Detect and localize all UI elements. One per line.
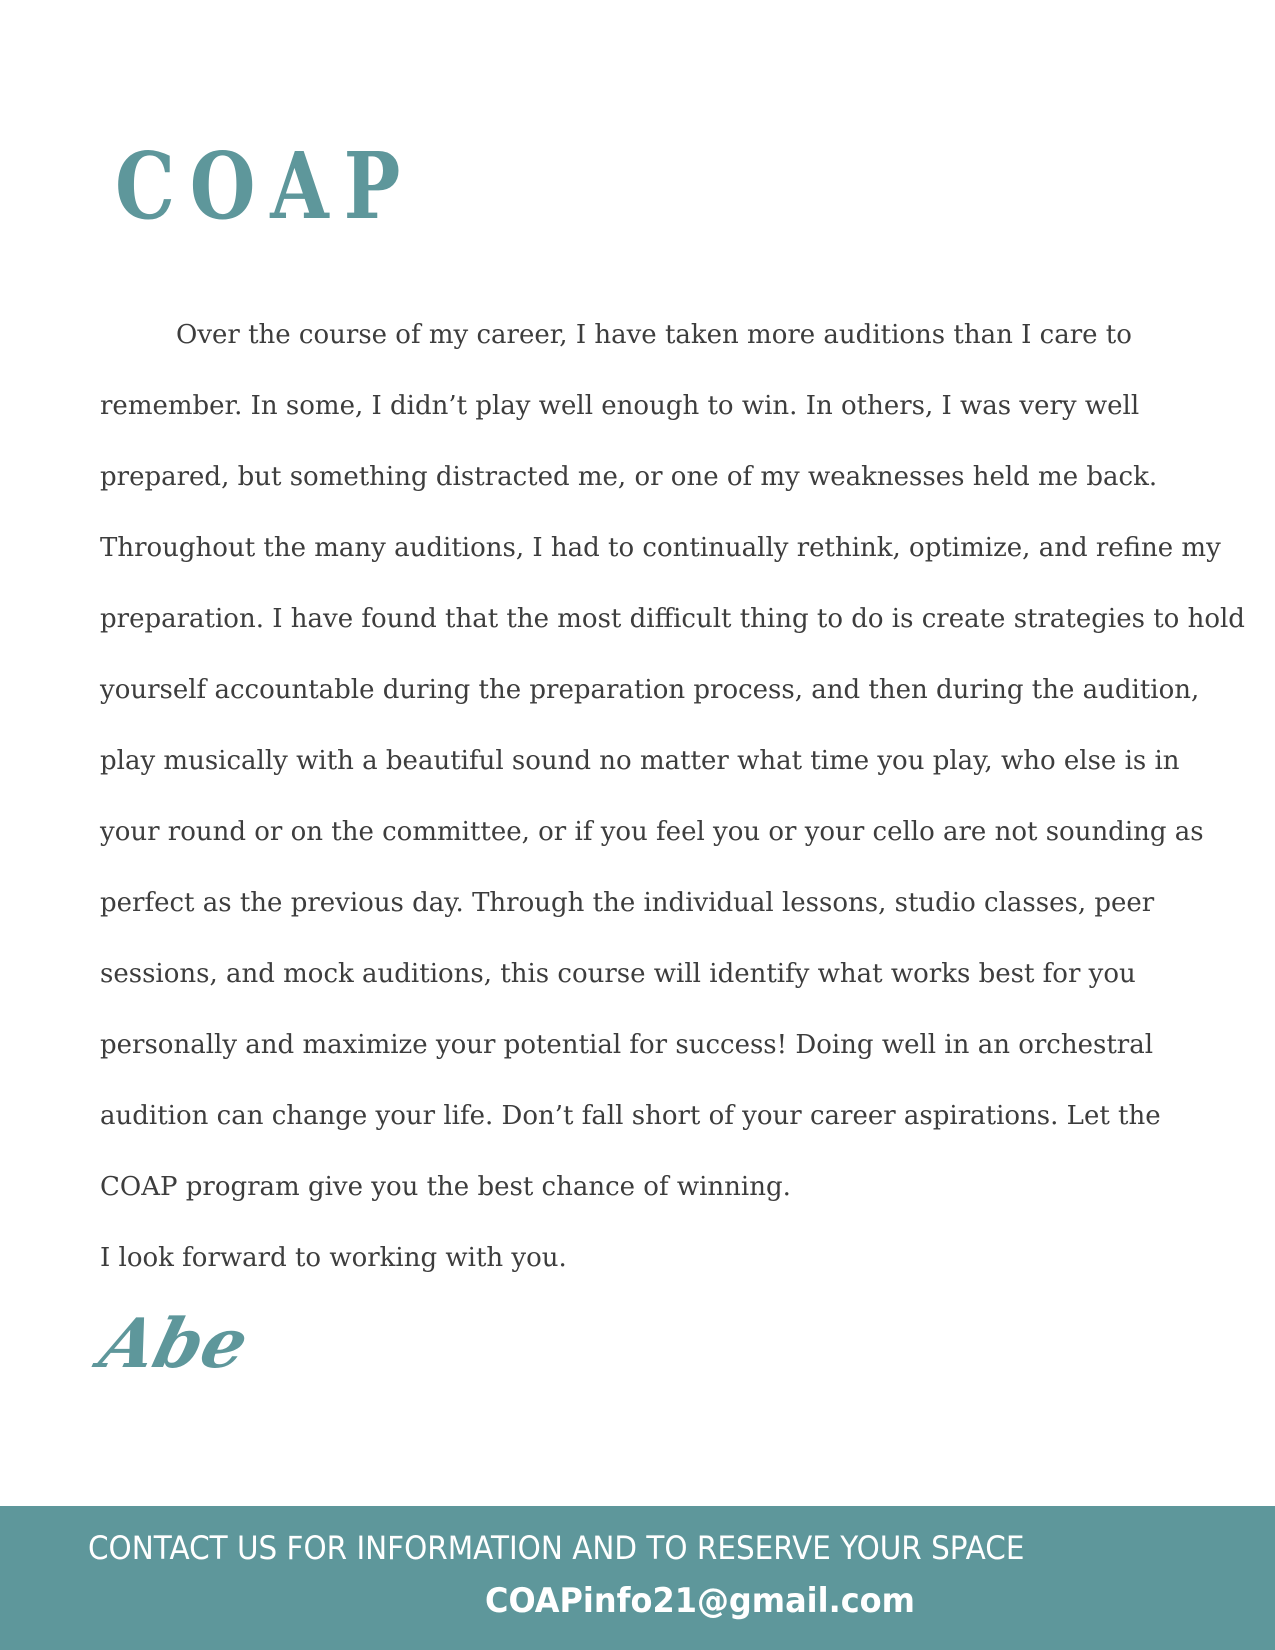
letter-line: play musically with a beautiful sound no matter what time you play, who else is in <box>100 746 1180 776</box>
letter-closing: I look forward to working with you. <box>100 1243 567 1273</box>
letter-line: audition can change your life. Don’t fall short of your career aspirations. Let the <box>100 1101 1161 1131</box>
contact-email: COAPinfo21@gmail.com <box>485 1581 915 1621</box>
letter-line: COAP program give you the best chance of winning. <box>100 1172 791 1202</box>
letter-line: your round or on the committee, or if you feel you or your cello are not sounding as <box>100 817 1204 847</box>
letter-line: Throughout the many auditions, I had to continually rethink, optimize, and refine my <box>100 533 1221 563</box>
letter-body <box>100 300 1245 1294</box>
letter-line: perfect as the previous day. Through the individual lessons, studio classes, peer <box>100 888 1155 918</box>
letter-line: sessions, and mock auditions, this course will identify what works best for you <box>100 959 1136 989</box>
signature: Abe <box>92 1304 257 1384</box>
letter-line: preparation. I have found that the most difficult thing to do is create strategies to hold <box>100 604 1245 634</box>
letter-line: personally and maximize your potential for success! Doing well in an orchestral <box>100 1030 1154 1060</box>
letter-line: remember. In some, I didn’t play well enough to win. In others, I was very well <box>100 391 1140 421</box>
contact-footer <box>0 1506 1275 1650</box>
letter-line: yourself accountable during the preparation process, and then during the audition, <box>100 675 1200 705</box>
letter-line: Over the course of my career, I have taken more auditions than I care to <box>176 320 1132 350</box>
contact-heading: CONTACT US FOR INFORMATION AND TO RESERVE YOUR SPACE <box>88 1529 1025 1567</box>
page-title: COAP <box>115 132 416 240</box>
letter-line: prepared, but something distracted me, or one of my weaknesses held me back. <box>100 462 1158 492</box>
